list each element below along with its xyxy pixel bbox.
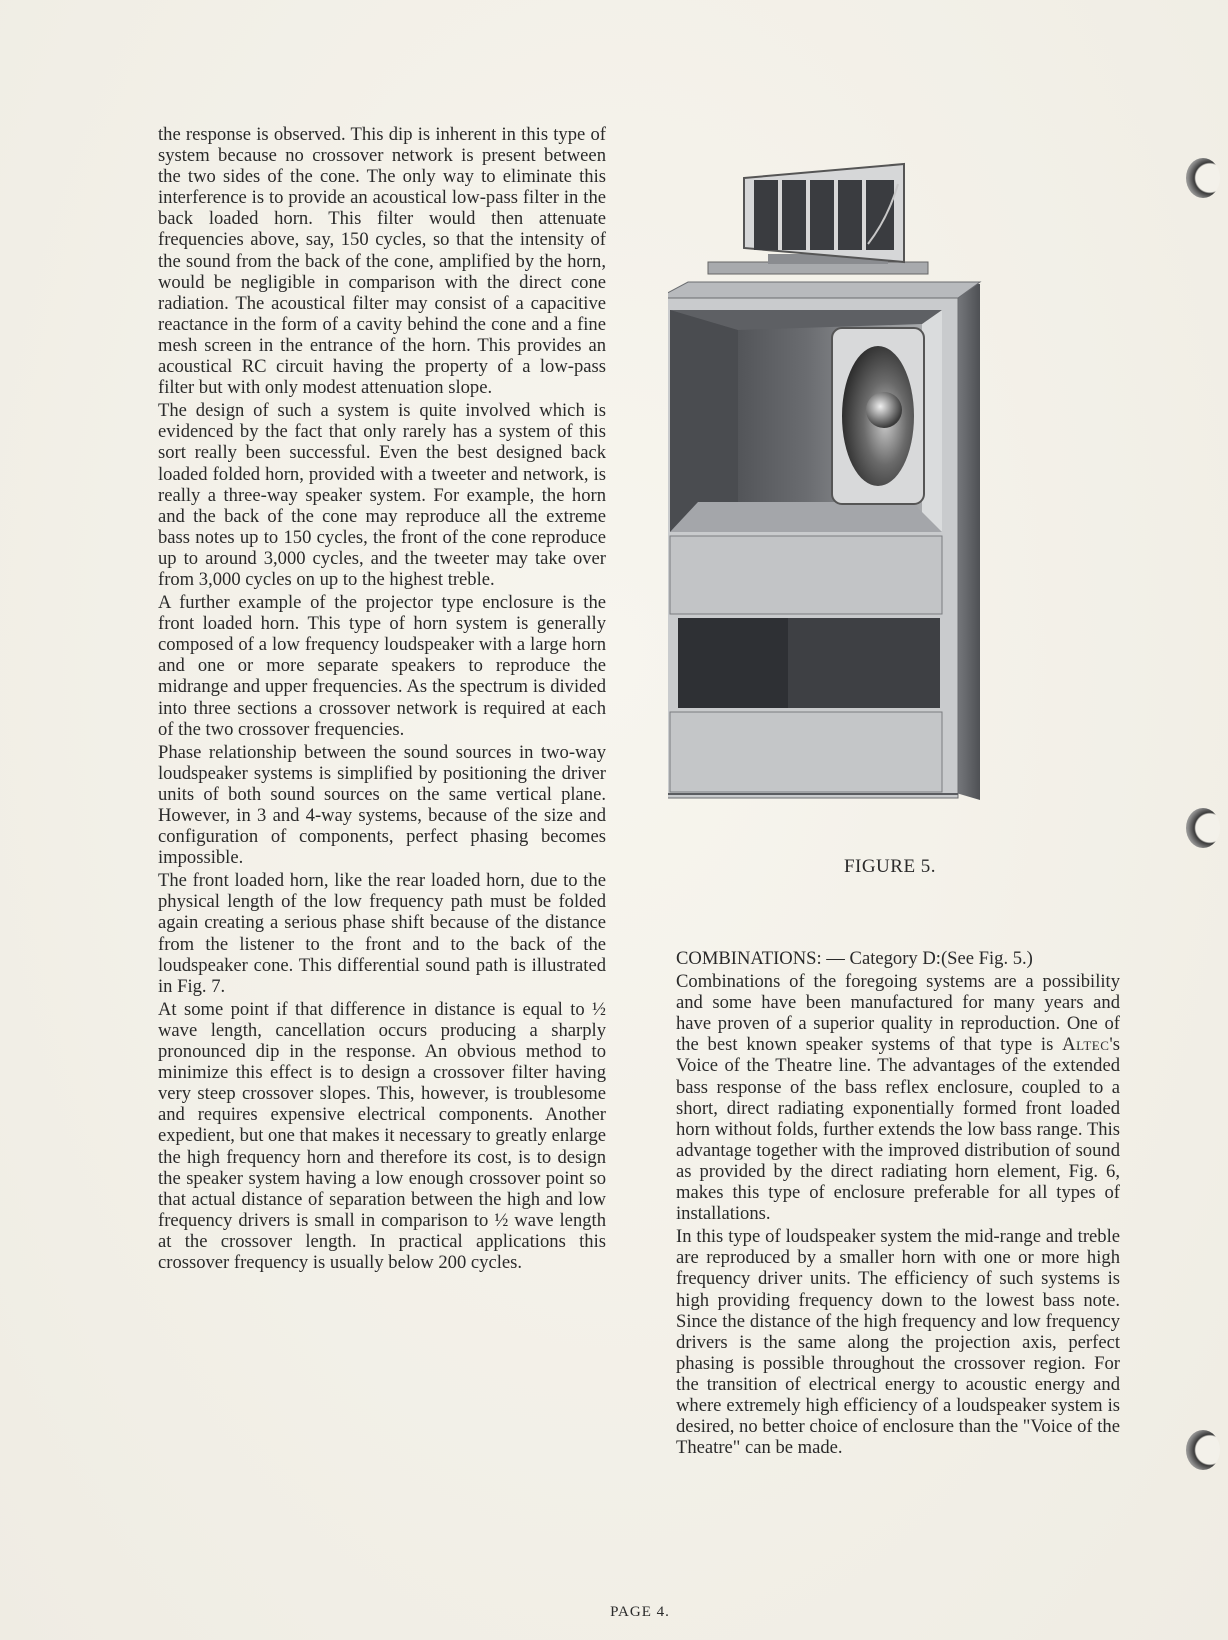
paragraph: In this type of loudspeaker system the mid-range and treble are reproduced by a smaller horn with one or more high frequency driver units. The efficiency of such systems is high providing frequency down to the lowest bass note. Since the distance of the high frequency and low frequency drivers is the same along the projection axis, perfect phasing is possible throughout the crossover region. For the transition of electrical energy to acoustic energy and where extremely high efficiency of a loudspeaker system is desired, no better choice of enclosure than the "Voice of the Theatre" can be made. bbox=[676, 1226, 1120, 1459]
binder-hole-icon bbox=[1186, 808, 1220, 848]
paragraph: A further example of the projector type enclosure is the front loaded horn. This type of horn system is generally composed of a low frequency loudspeaker with a large horn and one or more separate speakers to reproduce the midrange and upper frequencies. As the spectrum is divided into three sections a crossover network is required at each of the two crossover frequencies. bbox=[158, 592, 606, 740]
page-number: PAGE 4. bbox=[610, 1604, 670, 1620]
paragraph: The front loaded horn, like the rear loaded horn, due to the physical length of the low frequency path must be folded again creating a serious phase shift because of the distance from the listener to the front and to the back of the loudspeaker cone. This differential sound path is illustrated in Fig. 7. bbox=[158, 870, 606, 997]
left-text-column bbox=[158, 124, 606, 1273]
section-heading: COMBINATIONS: — Category D:(See Fig. 5.) bbox=[676, 948, 1033, 969]
figure-caption: FIGURE 5. bbox=[843, 856, 937, 877]
speaker-cabinet-figure bbox=[668, 158, 1128, 838]
binder-hole-icon bbox=[1186, 1430, 1220, 1470]
paragraph: the response is observed. This dip is inherent in this type of system because no crossover network is present between the two sides of the cone. The only way to eliminate this interference is to provide an acoustical low-pass filter in the back loaded horn. This filter would then attenuate frequencies above, say, 150 cycles, so that the intensity of the sound from the back of the cone, amplified by the horn, would be negligible in comparison with the direct cone radiation. The acoustical filter may consist of a capacitive reactance in the form of a cavity behind the cone and a fine mesh screen in the entrance of the horn. This provides an acoustical RC circuit having the property of a low-pass filter but with only modest attenuation slope. bbox=[158, 124, 606, 399]
binder-hole-icon bbox=[1186, 158, 1220, 198]
paragraph: At some point if that difference in distance is equal to ½ wave length, cancellation occurs producing a sharply pronounced dip in the response. An obvious method to minimize this effect is to design a crossover filter having very steep crossover slopes. This, however, is troublesome and requires expensive electrical components. Another expedient, but one that makes it necessary to greatly enlarge the high frequency horn and therefore its cost, is to design the speaker system having a low enough crossover point so that actual distance of separation between the high and low frequency drivers is small in comparison to ½ wave length at the crossover length. In practical applications this crossover frequency is usually below 200 cycles. bbox=[158, 998, 606, 1273]
paragraph bbox=[676, 971, 1120, 1224]
speaker-cabinet-illustration bbox=[668, 158, 1128, 838]
brand-name: Altec bbox=[1062, 1034, 1110, 1056]
paragraph: The design of such a system is quite involved which is evidenced by the fact that only rarely has a system of this sort really been successful. Even the best designed back loaded folded horn, provided with a tweeter and network, is really a three-way speaker system. For example, the horn and the back of the cone may reproduce all the extreme bass notes up to 150 cycles, the front of the cone reproduce up to around 3,000 cycles, and the tweeter may take over from 3,000 cycles on up to the highest treble. bbox=[158, 400, 606, 590]
paragraph: Phase relationship between the sound sources in two-way loudspeaker systems is simplified by positioning the driver units of both sound sources on the same vertical plane. However, in 3 and 4-way systems, because of the size and configuration of components, perfect phasing becomes impossible. bbox=[158, 741, 606, 869]
paragraph-text: 's Voice of the Theatre line. The advantages of the extended bass response of the bass reflex enclosure, coupled to a short, direct radiating exponentially formed front loaded horn without folds, further extends the low bass range. This advantage together with the improved distribution of sound as provided by the direct radiating horn element, Fig. 6, makes this type of enclosure preferable for all types of installations. bbox=[676, 1034, 1120, 1225]
paragraph-text: Combinations of the foregoing systems are a possibility and some have been manufactured for many years and have proven of a superior quality in reproduction. One of the best known speaker systems of that type is bbox=[676, 971, 1120, 1056]
right-text-column bbox=[676, 948, 1120, 1458]
